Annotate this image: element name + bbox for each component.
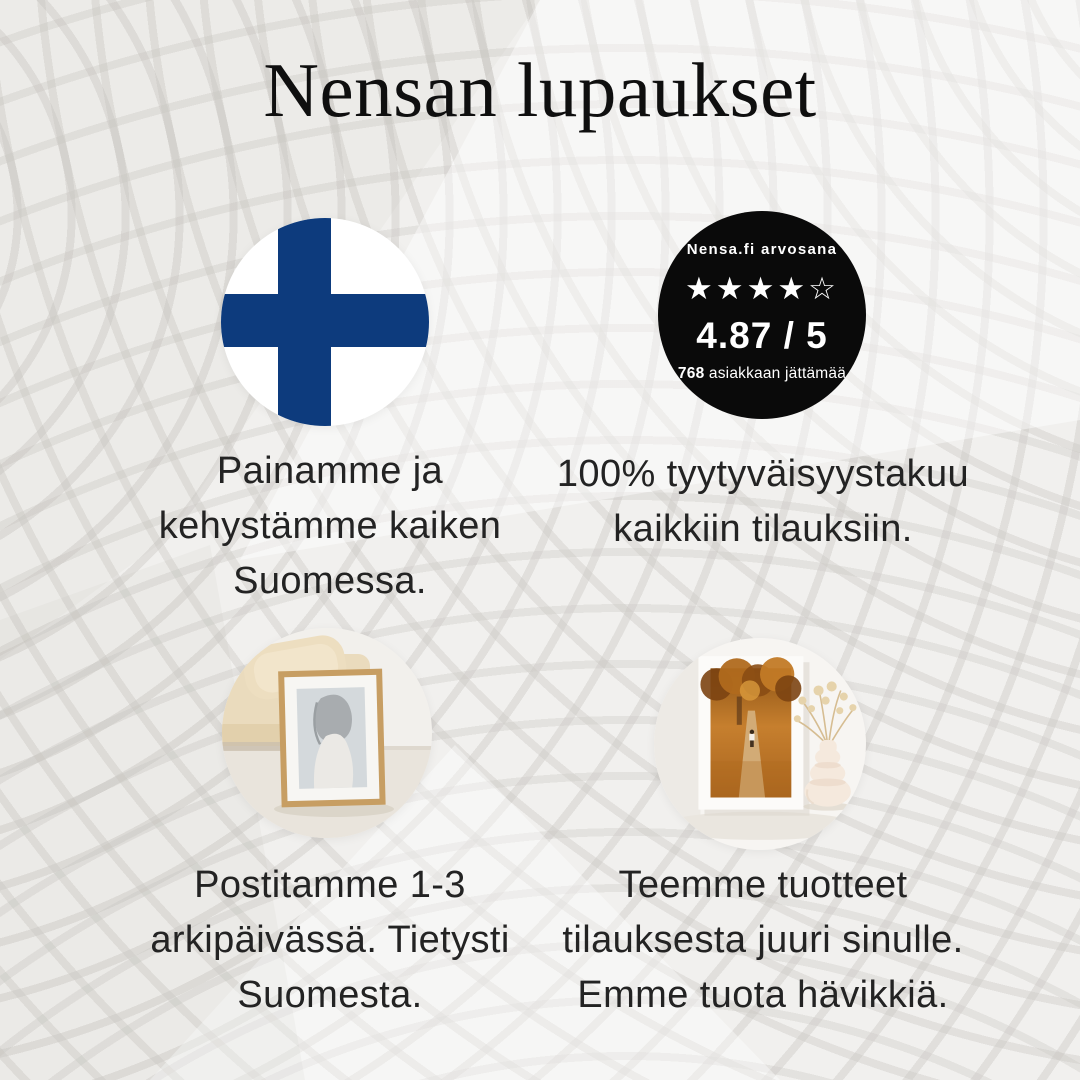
text-line: arkipäivässä. Tietysti (150, 919, 510, 961)
text-line: Painamme ja (216, 450, 444, 492)
promise-text-satisfaction-guarantee (513, 447, 1013, 557)
sofa-frame-photo (222, 628, 432, 838)
text-line: kehystämme kaiken (158, 505, 502, 547)
rating-reviews-note (678, 365, 846, 383)
promise-text-printed-in-finland (80, 444, 580, 609)
star-rating-icon: ★★★★☆ (685, 271, 839, 307)
text-line: Postitamme 1-3 (194, 864, 466, 906)
reviews-count: 768 (677, 365, 705, 382)
finland-flag-icon (221, 218, 429, 426)
rating-badge-label: Nensa.fi arvosana (686, 241, 838, 258)
sofa-frame-illustration (222, 628, 432, 838)
reviews-suffix: asiakkaan jättämää (708, 365, 847, 382)
autumn-frame-photo (654, 638, 866, 850)
text-line: kaikkiin tilauksiin. (613, 508, 913, 550)
text-line: Suomessa. (233, 560, 427, 602)
autumn-frame-illustration (654, 638, 866, 850)
promise-text-fast-shipping (80, 858, 580, 1023)
text-line: tilauksesta juuri sinulle. (562, 919, 964, 961)
rating-score: 4.87 / 5 (696, 315, 828, 356)
rating-badge (658, 211, 866, 419)
text-line: 100% tyytyväisyystakuu (556, 453, 970, 495)
flag-cross-vertical (278, 218, 331, 426)
text-line: Emme tuota hävikkiä. (577, 974, 949, 1016)
page-title: Nensan lupaukset (263, 47, 817, 133)
text-line: Suomesta. (237, 974, 423, 1016)
promise-text-made-to-order (513, 858, 1013, 1023)
text-line: Teemme tuotteet (618, 864, 908, 906)
